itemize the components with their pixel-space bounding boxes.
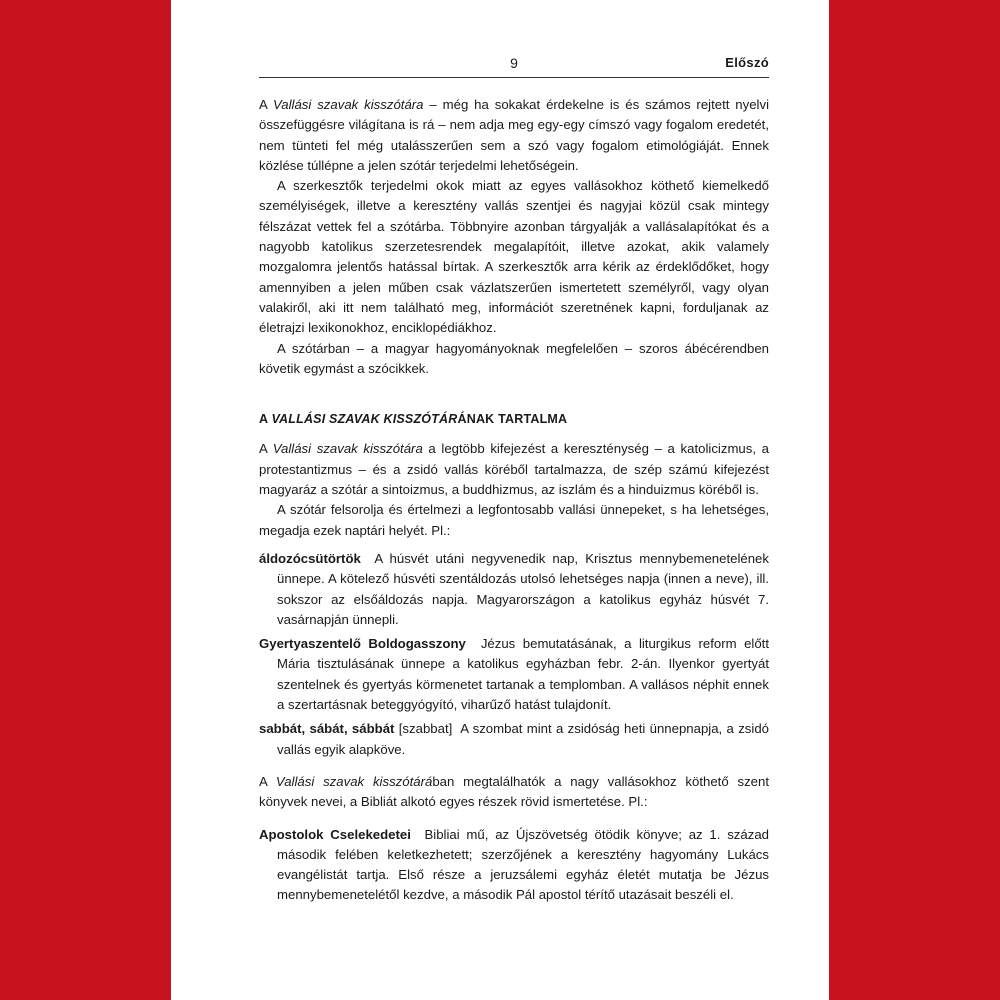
page-body <box>259 95 769 906</box>
entry-headword: Apostolok Cselekedetei <box>259 826 411 842</box>
left-red-band <box>0 0 171 1000</box>
paragraph-holidays: A szótár felsorolja és értelmezi a legfontosabb vallási ünnepeket, s ha lehetséges, megadja ezek naptári helyét. Pl.: <box>259 502 769 538</box>
paragraph-holy-books: A Vallási szavak kisszótárában megtalálhatók a nagy vallásokhoz köthető szent könyvek nevei, a Bibliát alkotó egyes részek rövid ismertetése. Pl.: <box>259 773 770 810</box>
entry-aldozocsutortok: áldozócsütörtök A húsvét utáni negyvenedik nap, Krisztus mennybemenetelének ünnepe. A kötelező húsvéti szentáldozás utolsó lehetséges napja (innen a neve), ill. sokszor az elsőáldozás napja. Magyarországon a katolikus egyház húsvét 7. vasárnapján ünnepli. <box>259 550 769 627</box>
content-heading: A VALLÁSI SZAVAK KISSZÓTÁRÁNAK TARTALMA <box>259 412 568 427</box>
right-red-band <box>829 0 1000 1000</box>
entry-sabbat: sabbát, sábát, sábbát [szabbat] A szombat mint a zsidóság heti ünnepnapja, a zsidó vallás egyik alapköve. <box>259 721 769 757</box>
entry-gyertyaszentelo: Gyertyaszentelő Boldogasszony Jézus bemutatásának, a liturgikus reform előtt Mária tisztulásának ünnepe a katolikus egyházban febr. 2-án. Ilyenkor gyertyát szentelnek és gyertyás körmenetet tartanak a templomban. A vallásos néphit ennek a szertartásnak beteggyógyító, viharűző hatást tulajdonít. <box>259 636 769 713</box>
book-title-italic: Vallási szavak kisszótára <box>272 97 424 112</box>
entry-apostolok-cselekedetei: Apostolok Cselekedetei Bibliai mű, az Újszövetség ötödik könyve; az 1. század második felében keletkezhetett; szerzőjének a keresztény hagyomány Lukács evangélistát tartja. Első része a jeruzsálemi egyház életét mutatja be Jézus mennybemenetelétől kezdve, a második Pál apostol térítő utazásait beszéli el. <box>259 826 769 903</box>
entry-headword: sabbát, sábát, sábbát <box>259 721 395 737</box>
page-number: 9 <box>510 55 518 71</box>
entry-headword: áldozócsütörtök <box>259 550 361 566</box>
paragraph-editors: A szerkesztők terjedelmi okok miatt az egyes vallásokhoz köthető kiemelkedő személyiségek, illetve a keresztény vallás szentjei és nagyjai közül csak mintegy félszázat vettek fel a szótárba. Többnyire azonban tárgyalják a vallásalapítókat és a nagyobb katolikus szerzetesrendek megalapítóit, illetve azokat, akik valamely mozgalomra jelentős hatással bírtak. A szerkesztők arra kérik az érdeklődőket, hogy amennyiben a jelen műben csak vázlatszerűen ismertetett személyről, vagy olyan valakiről, aki itt nem található meg, információt szeretnének kapni, forduljanak az életrajzi lexikonokhoz, enciklopédiákhoz. <box>259 178 769 336</box>
entry-headword: Gyertyaszentelő Boldogasszony <box>259 636 466 652</box>
section-title: Előszó <box>725 55 769 70</box>
paragraph-order: A szótárban – a magyar hagyományoknak megfelelően – szoros ábécérendben követik egymást a szócikkek. <box>259 340 769 376</box>
page-header <box>259 55 769 78</box>
paragraph-intro: A Vallási szavak kisszótára – még ha sokakat érdekelne is és számos rejtett nyelvi összefüggésre világítana is rá – nem adja meg egy-egy címszó vagy fogalom eredetét, nem tünteti fel még utalásszerűen sem a szó vagy fogalom etimológiáját. Ennek közlése túllépne a jelen szótár terjedelmi lehetőségein. <box>259 97 770 173</box>
entry-bracket: [szabbat] <box>398 721 453 737</box>
paragraph-content-scope: A Vallási szavak kisszótára a legtöbb kifejezést a kereszténység – a katolicizmus, a protestantizmus – és a zsidó vallás köréből tartalmazza, de szép számú kifejezést magyaráz a szótár a sintoizmus, a buddhizmus, az iszlám és a hinduizmus köréből is. <box>259 441 769 498</box>
book-page <box>171 0 829 1000</box>
